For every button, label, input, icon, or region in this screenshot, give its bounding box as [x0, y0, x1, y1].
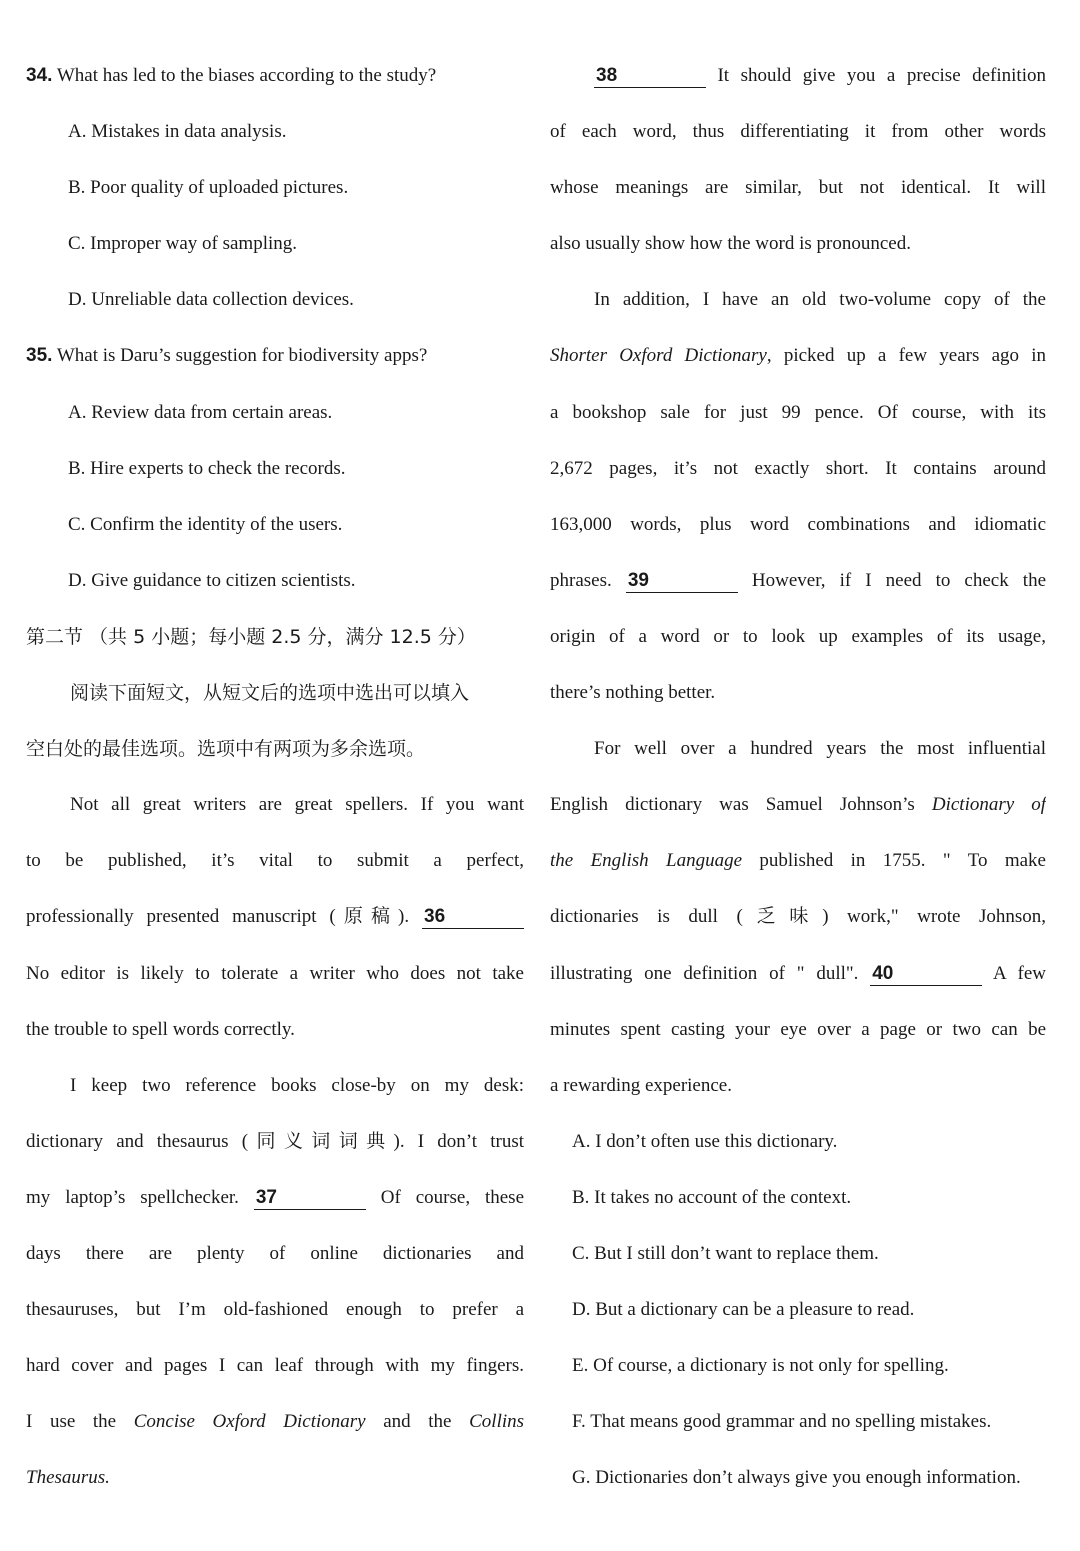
passage-text: professionally presented manuscript (原稿). — [26, 906, 410, 928]
passage-line — [550, 328, 1046, 384]
passage-line: thesauruses, but I’m old-fashioned enough to prefer a — [26, 1299, 524, 1321]
choice-b: B. It takes no account of the context. — [572, 1186, 852, 1208]
question-number: 35. — [26, 345, 53, 367]
passage-text: However, if I need to check the — [751, 569, 1046, 591]
passage-line — [550, 946, 1046, 1002]
passage-line: also usually show how the word is pronounced. — [550, 233, 911, 255]
passage-line: 163,000 words, plus word combinations and idiomatic — [550, 513, 1046, 535]
book-title: Shorter Oxford Dictionary — [550, 345, 767, 367]
choice-a: A. I don’t often use this dictionary. — [572, 1130, 838, 1152]
passage-line — [26, 889, 524, 945]
passage-line: Not all great writers are great spellers. If you want — [70, 794, 524, 816]
question-34 — [26, 48, 524, 104]
passage-line: a bookshop sale for just 99 pence. Of course, with its — [550, 401, 1046, 423]
passage-text: phrases. — [550, 569, 612, 591]
q35-option-b: B. Hire experts to check the records. — [68, 457, 346, 479]
passage-text: my laptop’s spellchecker. — [26, 1186, 239, 1208]
book-title: Collins — [469, 1411, 524, 1433]
passage-line — [26, 1450, 524, 1506]
passage-line — [26, 1170, 524, 1226]
book-title: Dictionary of — [931, 794, 1046, 816]
passage-text: English dictionary was Samuel Johnson’s — [550, 794, 915, 816]
book-title: Thesaurus. — [26, 1467, 110, 1489]
passage-line: to be published, it’s vital to submit a perfect, — [26, 850, 524, 872]
book-title: Concise Oxford Dictionary — [133, 1411, 366, 1433]
blank-number: 37 — [255, 1186, 277, 1208]
blank-39 — [626, 570, 738, 593]
passage-line — [550, 833, 1046, 889]
left-column — [26, 48, 524, 1506]
choice-f: F. That means good grammar and no spelling mistakes. — [572, 1411, 992, 1433]
passage-text: It should give you a precise definition — [717, 65, 1046, 86]
question-stem: What is Daru’s suggestion for biodiversity apps? — [56, 345, 428, 367]
blank-number: 40 — [872, 962, 894, 984]
q35-option-d: D. Give guidance to citizen scientists. — [68, 569, 356, 591]
question-stem: What has led to the biases according to the study? — [56, 65, 437, 86]
passage-line: minutes spent casting your eye over a page or two can be — [550, 1018, 1046, 1040]
passage-text: and the — [383, 1411, 452, 1433]
passage-text: I use the — [26, 1411, 117, 1433]
q34-option-c: C. Improper way of sampling. — [68, 233, 298, 255]
q34-option-d: D. Unreliable data collection devices. — [68, 289, 354, 311]
q34-option-a: A. Mistakes in data analysis. — [68, 121, 287, 143]
passage-text: , picked up a few years ago in — [766, 345, 1046, 367]
passage-line — [550, 48, 1046, 104]
passage-line: of each word, thus differentiating it from other words — [550, 121, 1046, 143]
passage-text: A few — [993, 962, 1046, 984]
section-heading: 第二节 （共 5 小题；每小题 2.5 分，满分 12.5 分） — [26, 625, 476, 648]
q35-option-a: A. Review data from certain areas. — [68, 401, 333, 423]
passage-line: No editor is likely to tolerate a writer who does not take — [26, 962, 524, 984]
blank-38 — [594, 65, 706, 88]
passage-line: I keep two reference books close-by on my desk: — [70, 1074, 524, 1096]
passage-line — [550, 553, 1046, 609]
blank-number: 38 — [596, 65, 618, 86]
passage-line: the trouble to spell words correctly. — [26, 1018, 295, 1040]
passage-line: origin of a word or to look up examples of its usage, — [550, 625, 1046, 647]
passage-text: Of course, these — [380, 1186, 524, 1208]
blank-40 — [870, 963, 982, 986]
question-number: 34. — [26, 65, 53, 86]
choice-c: C. But I still don’t want to replace them. — [572, 1242, 879, 1264]
passage-text: illustrating one definition of " dull". — [550, 962, 859, 984]
passage-line: dictionary and thesaurus (同义词词典). I don’t trust — [26, 1130, 524, 1152]
blank-number: 39 — [627, 569, 649, 591]
passage-text: published in 1755. " To make — [759, 850, 1046, 872]
choice-e: E. Of course, a dictionary is not only for spelling. — [572, 1355, 949, 1377]
passage-line: In addition, I have an old two-volume copy of the — [594, 289, 1046, 311]
q34-option-b: B. Poor quality of uploaded pictures. — [68, 177, 349, 199]
passage-line — [26, 1394, 524, 1450]
passage-line: days there are plenty of online dictionaries and — [26, 1242, 524, 1264]
passage-line: dictionaries is dull (乏味) work," wrote Johnson, — [550, 906, 1046, 928]
passage-line: there’s nothing better. — [550, 682, 716, 704]
passage-line — [550, 777, 1046, 833]
passage-line: 2,672 pages, it’s not exactly short. It contains around — [550, 457, 1046, 479]
q35-option-c: C. Confirm the identity of the users. — [68, 513, 343, 535]
passage-line: hard cover and pages I can leaf through with my fingers. — [26, 1355, 524, 1377]
choice-g: G. Dictionaries don’t always give you enough information. — [572, 1467, 1021, 1489]
right-column — [550, 48, 1046, 1506]
instructions-line-2: 空白处的最佳选项。选项中有两项为多余选项。 — [26, 738, 426, 761]
choice-d: D. But a dictionary can be a pleasure to read. — [572, 1299, 915, 1321]
question-35 — [26, 328, 524, 384]
blank-number: 36 — [424, 906, 446, 928]
passage-line: a rewarding experience. — [550, 1074, 732, 1096]
passage-line: whose meanings are similar, but not identical. It will — [550, 177, 1046, 199]
blank-37 — [254, 1187, 366, 1210]
instructions-line-1: 阅读下面短文，从短文后的选项中选出可以填入 — [70, 682, 470, 705]
book-title: the English Language — [550, 850, 743, 872]
blank-36 — [422, 906, 524, 929]
passage-line: For well over a hundred years the most influential — [594, 738, 1046, 760]
